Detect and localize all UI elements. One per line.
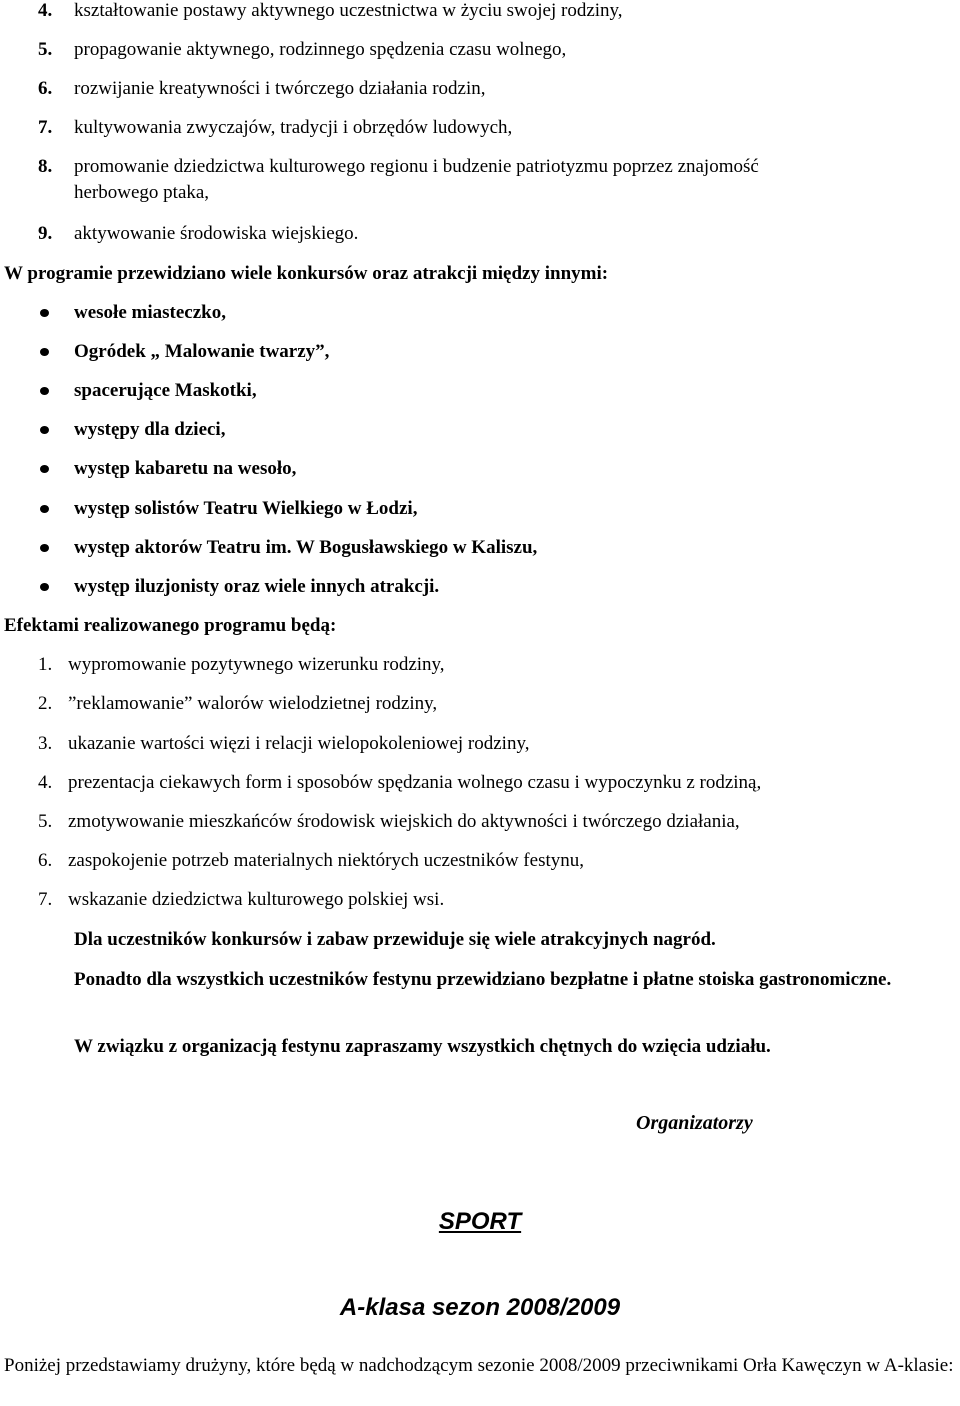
program-item-text: występ kabaretu na wesoło,: [74, 458, 297, 479]
goal-number: 8.: [38, 156, 53, 177]
goal-text: rozwijanie kreatywności i twórczego działania rodzin,: [74, 78, 486, 99]
bullet-icon: [40, 348, 49, 356]
effect-text: ukazanie wartości więzi i relacji wielopokoleniowej rodziny,: [68, 733, 530, 754]
goal-number: 4.: [38, 0, 53, 21]
signature: Organizatorzy: [636, 1112, 753, 1134]
program-heading: W programie przewidziano wiele konkursów oraz atrakcji między innymi:: [4, 263, 609, 284]
effect-number: 1.: [38, 654, 53, 675]
effect-text: zaspokojenie potrzeb materialnych niektórych uczestników festynu,: [68, 850, 584, 871]
goal-text-continuation: herbowego ptaka,: [74, 182, 210, 203]
program-item-text: występ aktorów Teatru im. W Bogusławskiego w Kaliszu,: [74, 537, 538, 558]
note-stands: Ponadto dla wszystkich uczestników festynu przewidziano bezpłatne i płatne stoiska gastronomiczne.: [74, 969, 892, 990]
program-item-text: wesołe miasteczko,: [74, 302, 226, 323]
sport-title: SPORT: [438, 1208, 522, 1235]
effect-text: prezentacja ciekawych form i sposobów spędzania wolnego czasu i wypoczynku z rodziną,: [68, 772, 762, 793]
goal-text: kultywowania zwyczajów, tradycji i obrzędów ludowych,: [74, 117, 513, 138]
effect-text: zmotywowanie mieszkańców środowisk wiejskich do aktywności i twórczego działania,: [68, 811, 740, 832]
effect-text: wypromowanie pozytywnego wizerunku rodziny,: [68, 654, 445, 675]
effect-number: 7.: [38, 889, 53, 910]
program-item-text: występ iluzjonisty oraz wiele innych atrakcji.: [74, 576, 440, 597]
effect-number: 5.: [38, 811, 53, 832]
bullet-icon: [40, 426, 49, 434]
effects-heading: Efektami realizowanego programu będą:: [4, 615, 337, 636]
bullet-icon: [40, 583, 49, 591]
bullet-icon: [40, 309, 49, 317]
goal-number: 9.: [38, 223, 53, 244]
bullet-icon: [40, 544, 49, 552]
goal-number: 6.: [38, 78, 53, 99]
effect-text: wskazanie dziedzictwa kulturowego polskiej wsi.: [68, 889, 445, 910]
goal-number: 5.: [38, 39, 53, 60]
bullet-icon: [40, 505, 49, 513]
program-item-text: występy dla dzieci,: [74, 419, 226, 440]
note-prizes: Dla uczestników konkursów i zabaw przewiduje się wiele atrakcyjnych nagród.: [74, 929, 716, 950]
goal-text: promowanie dziedzictwa kulturowego regionu i budzenie patriotyzmu poprzez znajomość: [74, 156, 759, 177]
effect-number: 3.: [38, 733, 53, 754]
goal-text: aktywowanie środowiska wiejskiego.: [74, 223, 359, 244]
goal-text: kształtowanie postawy aktywnego uczestnictwa w życiu swojej rodziny,: [74, 0, 623, 21]
program-item-text: występ solistów Teatru Wielkiego w Łodzi,: [74, 498, 418, 519]
effect-number: 6.: [38, 850, 53, 871]
bullet-icon: [40, 387, 49, 395]
effect-text: ”reklamowanie” walorów wielodzietnej rodziny,: [68, 693, 438, 714]
intro-text: Poniżej przedstawiamy drużyny, które będą w nadchodzącym sezonie 2008/2009 przeciwnikami Orła Kawęczyn w A-klasie:: [4, 1355, 954, 1376]
goal-text: propagowanie aktywnego, rodzinnego spędzenia czasu wolnego,: [74, 39, 567, 60]
effect-number: 4.: [38, 772, 53, 793]
goal-number: 7.: [38, 117, 53, 138]
program-item-text: Ogródek „ Malowanie twarzy”,: [74, 341, 330, 362]
program-item-text: spacerujące Maskotki,: [74, 380, 257, 401]
season-title: A-klasa sezon 2008/2009: [339, 1294, 621, 1321]
note-invite: W związku z organizacją festynu zapraszamy wszystkich chętnych do wzięcia udziału.: [74, 1036, 771, 1057]
effect-number: 2.: [38, 693, 53, 714]
bullet-icon: [40, 465, 49, 473]
